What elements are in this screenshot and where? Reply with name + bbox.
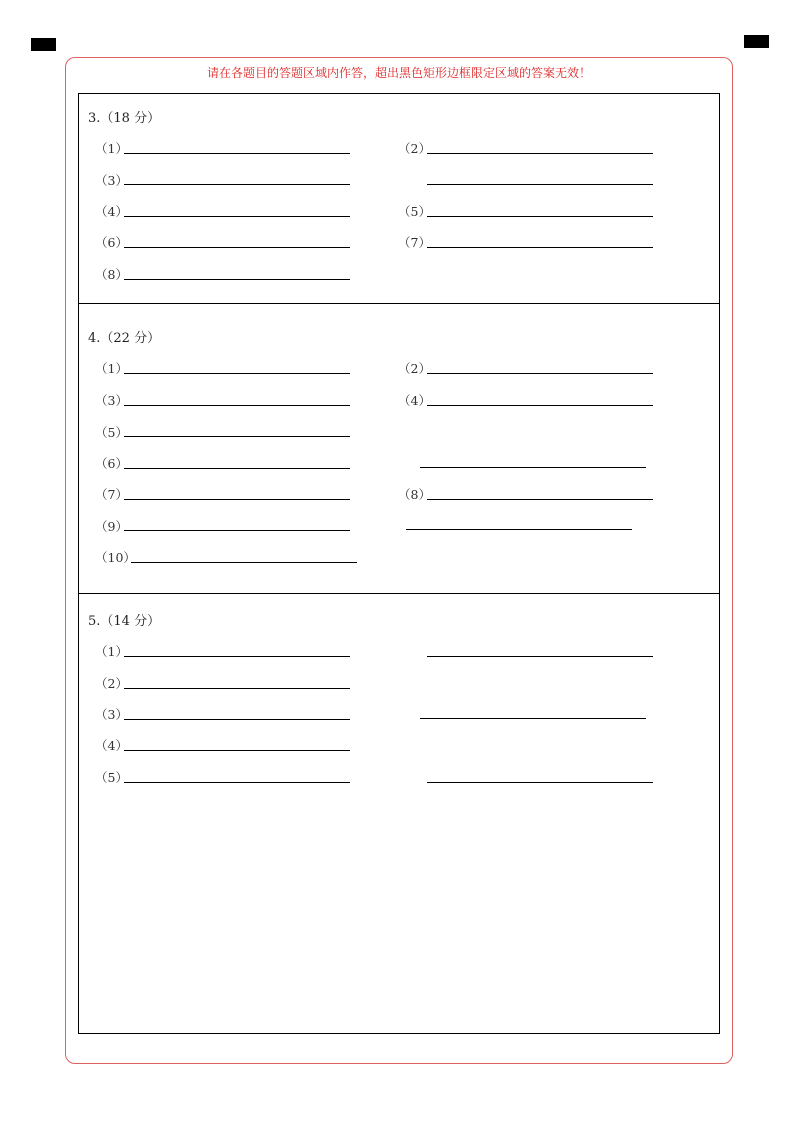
section-5-title: 5.（14 分）	[88, 614, 161, 629]
section-4-item-label: （4）	[398, 393, 431, 408]
section-4-item-label: （6）	[95, 456, 128, 471]
section-3-item-label: （7）	[398, 235, 431, 250]
section-divider	[78, 303, 720, 304]
answer-line[interactable]	[427, 782, 653, 783]
answer-line[interactable]	[124, 279, 350, 280]
answer-line[interactable]	[124, 153, 350, 154]
section-4-item-label: （1）	[95, 361, 128, 376]
section-3-item-label: （5）	[398, 204, 431, 219]
section-4-item-label: （2）	[398, 361, 431, 376]
answer-line[interactable]	[420, 467, 646, 468]
section-3-item-label: （8）	[95, 267, 128, 282]
answer-line[interactable]	[124, 719, 350, 720]
answer-line[interactable]	[427, 405, 653, 406]
section-5-item-label: （3）	[95, 707, 128, 722]
answer-line[interactable]	[124, 782, 350, 783]
answer-line[interactable]	[131, 562, 357, 563]
answer-line[interactable]	[124, 750, 350, 751]
section-4-item-label: （3）	[95, 393, 128, 408]
answer-line[interactable]	[124, 656, 350, 657]
registration-mark-left	[31, 38, 56, 51]
section-4-item-label: （10）	[95, 550, 136, 565]
section-3-item-label: （3）	[95, 173, 128, 188]
answer-line[interactable]	[124, 688, 350, 689]
answer-line[interactable]	[124, 373, 350, 374]
answer-line[interactable]	[124, 405, 350, 406]
section-4-item-label: （8）	[398, 487, 431, 502]
answer-line[interactable]	[124, 216, 350, 217]
section-3-item-label: （2）	[398, 141, 431, 156]
section-4-title: 4.（22 分）	[88, 331, 161, 346]
answer-line[interactable]	[124, 530, 350, 531]
answer-line[interactable]	[124, 499, 350, 500]
answer-line[interactable]	[406, 529, 632, 530]
answer-line[interactable]	[420, 718, 646, 719]
answer-line[interactable]	[427, 153, 653, 154]
section-4-item-label: （9）	[95, 519, 128, 534]
answer-line[interactable]	[124, 436, 350, 437]
answer-line[interactable]	[124, 247, 350, 248]
answer-line[interactable]	[427, 247, 653, 248]
section-3-item-label: （4）	[95, 204, 128, 219]
section-5-item-label: （2）	[95, 676, 128, 691]
answer-line[interactable]	[427, 656, 653, 657]
answer-line[interactable]	[427, 184, 653, 185]
answer-line[interactable]	[427, 216, 653, 217]
answer-line[interactable]	[427, 499, 653, 500]
section-5-item-label: （5）	[95, 770, 128, 785]
section-4-item-label: （7）	[95, 487, 128, 502]
section-5-item-label: （1）	[95, 644, 128, 659]
section-3-item-label: （1）	[95, 141, 128, 156]
answer-line[interactable]	[124, 468, 350, 469]
section-3-title: 3.（18 分）	[88, 111, 161, 126]
section-divider	[78, 593, 720, 594]
section-4-item-label: （5）	[95, 425, 128, 440]
section-3-item-label: （6）	[95, 235, 128, 250]
answer-area-warning: 请在各题目的答题区域内作答，超出黑色矩形边框限定区域的答案无效！	[206, 66, 591, 80]
answer-line[interactable]	[124, 184, 350, 185]
registration-mark-right	[744, 35, 769, 48]
answer-line[interactable]	[427, 373, 653, 374]
section-5-item-label: （4）	[95, 738, 128, 753]
